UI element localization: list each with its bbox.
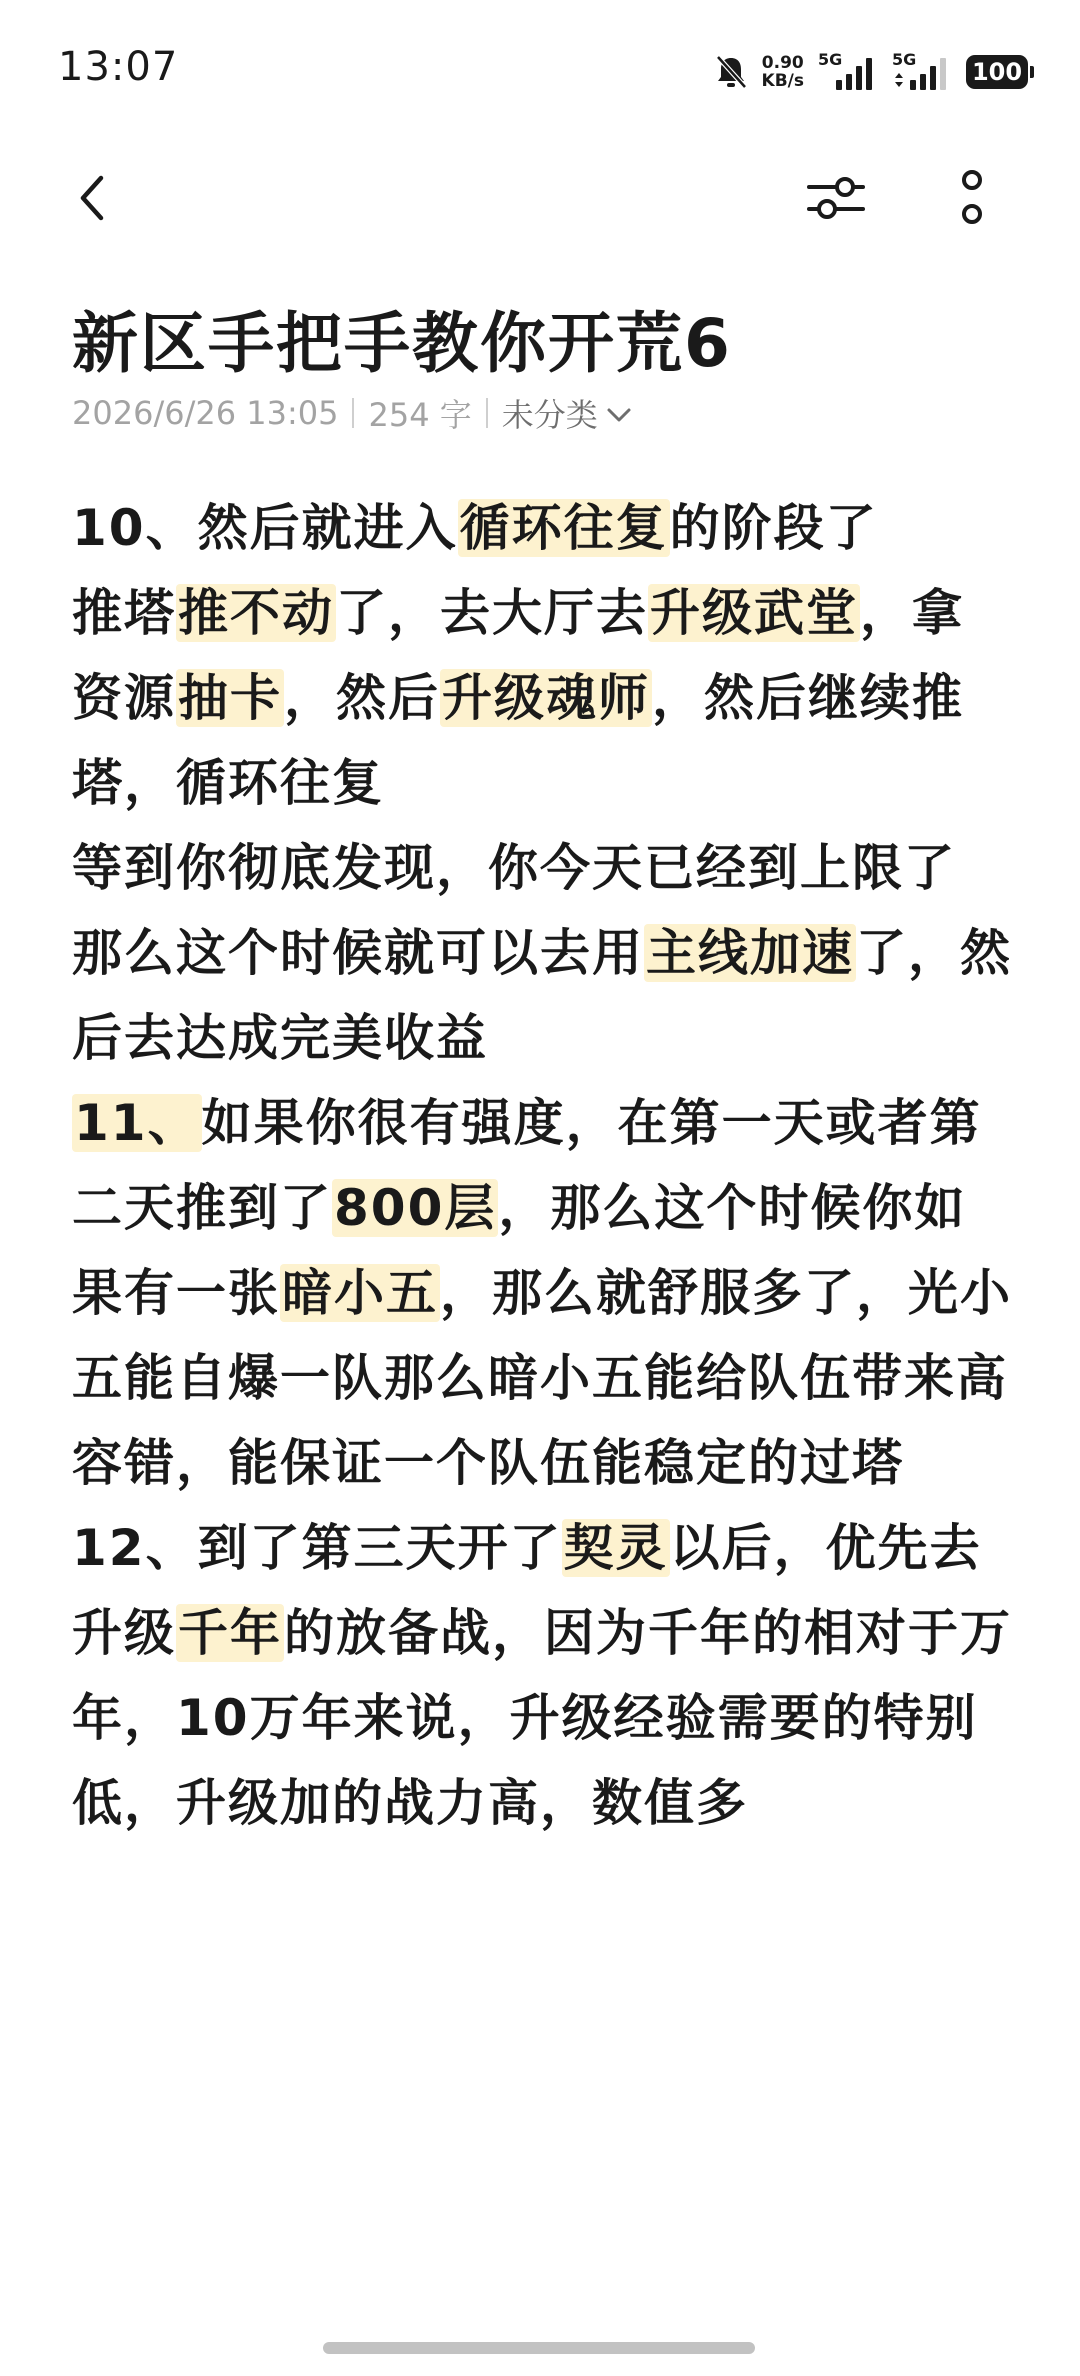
network-speed-value: 0.90 <box>761 53 804 73</box>
highlighted-text: 循环往复 <box>459 499 668 557</box>
note-title[interactable]: 新区手把手教你开荒6 <box>72 305 732 382</box>
highlighted-text: 升级武堂 <box>650 584 858 642</box>
sim1-label: 5G <box>818 50 843 69</box>
note-body[interactable] <box>72 486 1012 1846</box>
chevron-left-icon <box>77 174 107 226</box>
back-button[interactable] <box>60 168 124 232</box>
status-bar <box>0 0 1080 140</box>
body-text: 以后，优先去升级 <box>72 1519 982 1662</box>
chevron-down-icon <box>606 394 632 432</box>
highlighted-text: 11、 <box>74 1094 200 1152</box>
body-text: ，拿资源 <box>72 584 964 727</box>
battery-indicator: 100 <box>966 55 1028 89</box>
body-text: 的放备战，因为千年的相对于万年，10万年来说，升级经验需要的特别低，升级加的战力高，数值多 <box>72 1604 1012 1832</box>
highlighted-text: 千年 <box>178 1604 282 1662</box>
sim2-label: 5G <box>892 50 917 69</box>
sim2-signal <box>892 52 952 92</box>
highlighted-text: 主线加速 <box>646 924 854 982</box>
bell-muted-icon <box>714 54 748 90</box>
more-button[interactable] <box>940 168 1004 232</box>
body-text: ，然后 <box>284 669 440 727</box>
body-text: 了，然后去达成完美收益 <box>72 924 1012 1067</box>
status-time: 13:07 <box>58 44 179 90</box>
highlighted-text: 抽卡 <box>178 669 282 727</box>
body-text: ，那么这个时候你如果有一张 <box>72 1179 967 1322</box>
body-text: 等到你彻底发现，你今天已经到上限了 <box>72 839 956 897</box>
highlighted-text: 暗小五 <box>282 1264 438 1322</box>
body-text: 了，去大厅去 <box>336 584 648 642</box>
home-indicator[interactable] <box>323 2342 755 2354</box>
toolbar <box>0 150 1080 250</box>
filter-button[interactable] <box>800 168 872 232</box>
meta-divider <box>352 398 354 428</box>
word-count: 254 字 <box>368 396 472 434</box>
category-label: 未分类 <box>501 396 598 434</box>
status-icons <box>714 50 1028 94</box>
network-speed-unit: KB/s <box>761 71 804 91</box>
note-paragraph <box>72 826 1012 911</box>
note-paragraph <box>72 1506 1012 1846</box>
highlighted-text: 契灵 <box>563 1519 668 1577</box>
body-text: 的阶段了 <box>669 499 878 557</box>
body-text: 10、然后就进入 <box>72 499 458 557</box>
meta-divider <box>486 398 488 428</box>
note-paragraph <box>72 571 1012 826</box>
category-selector[interactable] <box>502 390 632 436</box>
note-paragraph <box>72 1081 1012 1506</box>
highlighted-text: 升级魂师 <box>442 669 650 727</box>
network-speed <box>762 54 804 90</box>
note-date: 2026/6/26 13:05 <box>72 394 339 432</box>
body-text: 如果你很有强度，在第一天或者第二天推到了 <box>72 1094 982 1237</box>
highlighted-text: 800层 <box>334 1179 497 1237</box>
more-vertical-icon <box>960 170 984 230</box>
note-paragraph <box>72 486 1012 571</box>
body-text: 推塔 <box>72 584 176 642</box>
highlighted-text: 推不动 <box>178 584 334 642</box>
body-text: 那么这个时候就可以去用 <box>72 924 644 982</box>
body-text: ，然后继续推塔，循环往复 <box>72 669 964 812</box>
body-text: ，那么就舒服多了，光小五能自爆一队那么暗小五能给队伍带来高容错，能保证一个队伍能稳定的过塔 <box>72 1264 1012 1492</box>
sim1-signal <box>818 52 878 92</box>
sliders-icon <box>807 175 865 225</box>
note-meta <box>72 390 632 436</box>
body-text: 12、到了第三天开了 <box>72 1519 562 1577</box>
note-paragraph <box>72 911 1012 1081</box>
